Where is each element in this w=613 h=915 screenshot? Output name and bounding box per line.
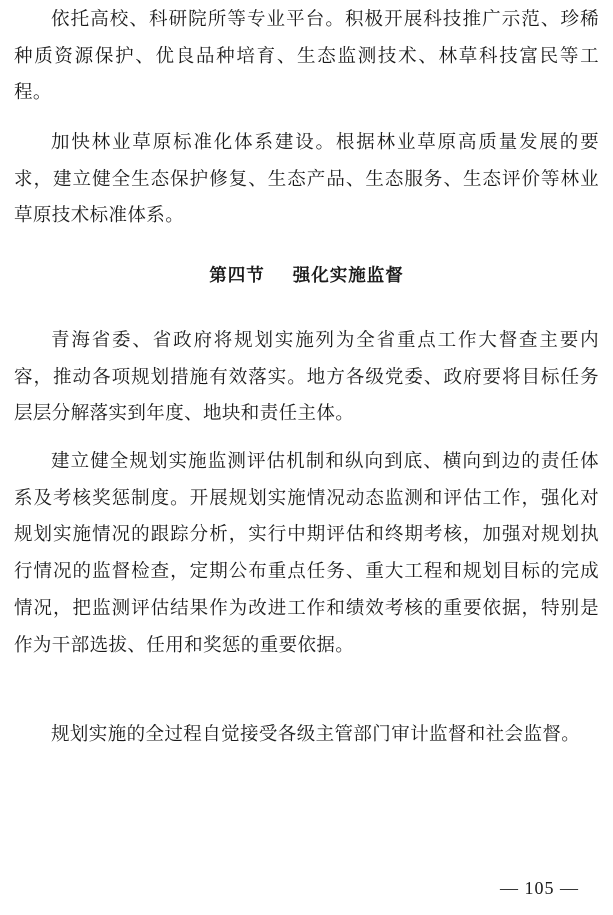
paragraph-audit-oversight: 规划实施的全过程自觉接受各级主管部门审计监督和社会监督。 [51, 724, 581, 745]
section-heading [0, 262, 613, 287]
paragraph-provincial-supervision: 青海省委、省政府将规划实施列为全省重点工作大督查主要内容，推动各项规划措施有效落实。地方各级党委、政府要将目标任务层层分解落实到年度、地块和责任主体。 [14, 330, 599, 425]
paragraph-tech-platforms: 依托高校、科研院所等专业平台。积极开展科技推广示范、珍稀种质资源保护、优良品种培育、生态监测技术、林草科技富民等工程。 [14, 9, 599, 104]
page-number: — 105 — [500, 878, 579, 898]
paragraph-monitoring-evaluation: 建立健全规划实施监测评估机制和纵向到底、横向到边的责任体系及考核奖惩制度。开展规划实施情况动态监测和评估工作，强化对规划实施情况的跟踪分析，实行中期评估和终期考核，加强对规划执行情况的监督检查，定期公布重点任务、重大工程和规划目标的完成情况，把监测评估结果作为改进工作和绩效考核的重要依据，特别是作为干部选拔、任用和奖惩的重要依据。 [14, 451, 599, 656]
paragraph-standardization: 加快林业草原标准化体系建设。根据林业草原高质量发展的要求，建立健全生态保护修复、生态产品、生态服务、生态评价等林业草原技术标准体系。 [14, 132, 599, 227]
section-title: 强化实施监督 [292, 266, 404, 286]
section-number: 第四节 [209, 266, 265, 286]
